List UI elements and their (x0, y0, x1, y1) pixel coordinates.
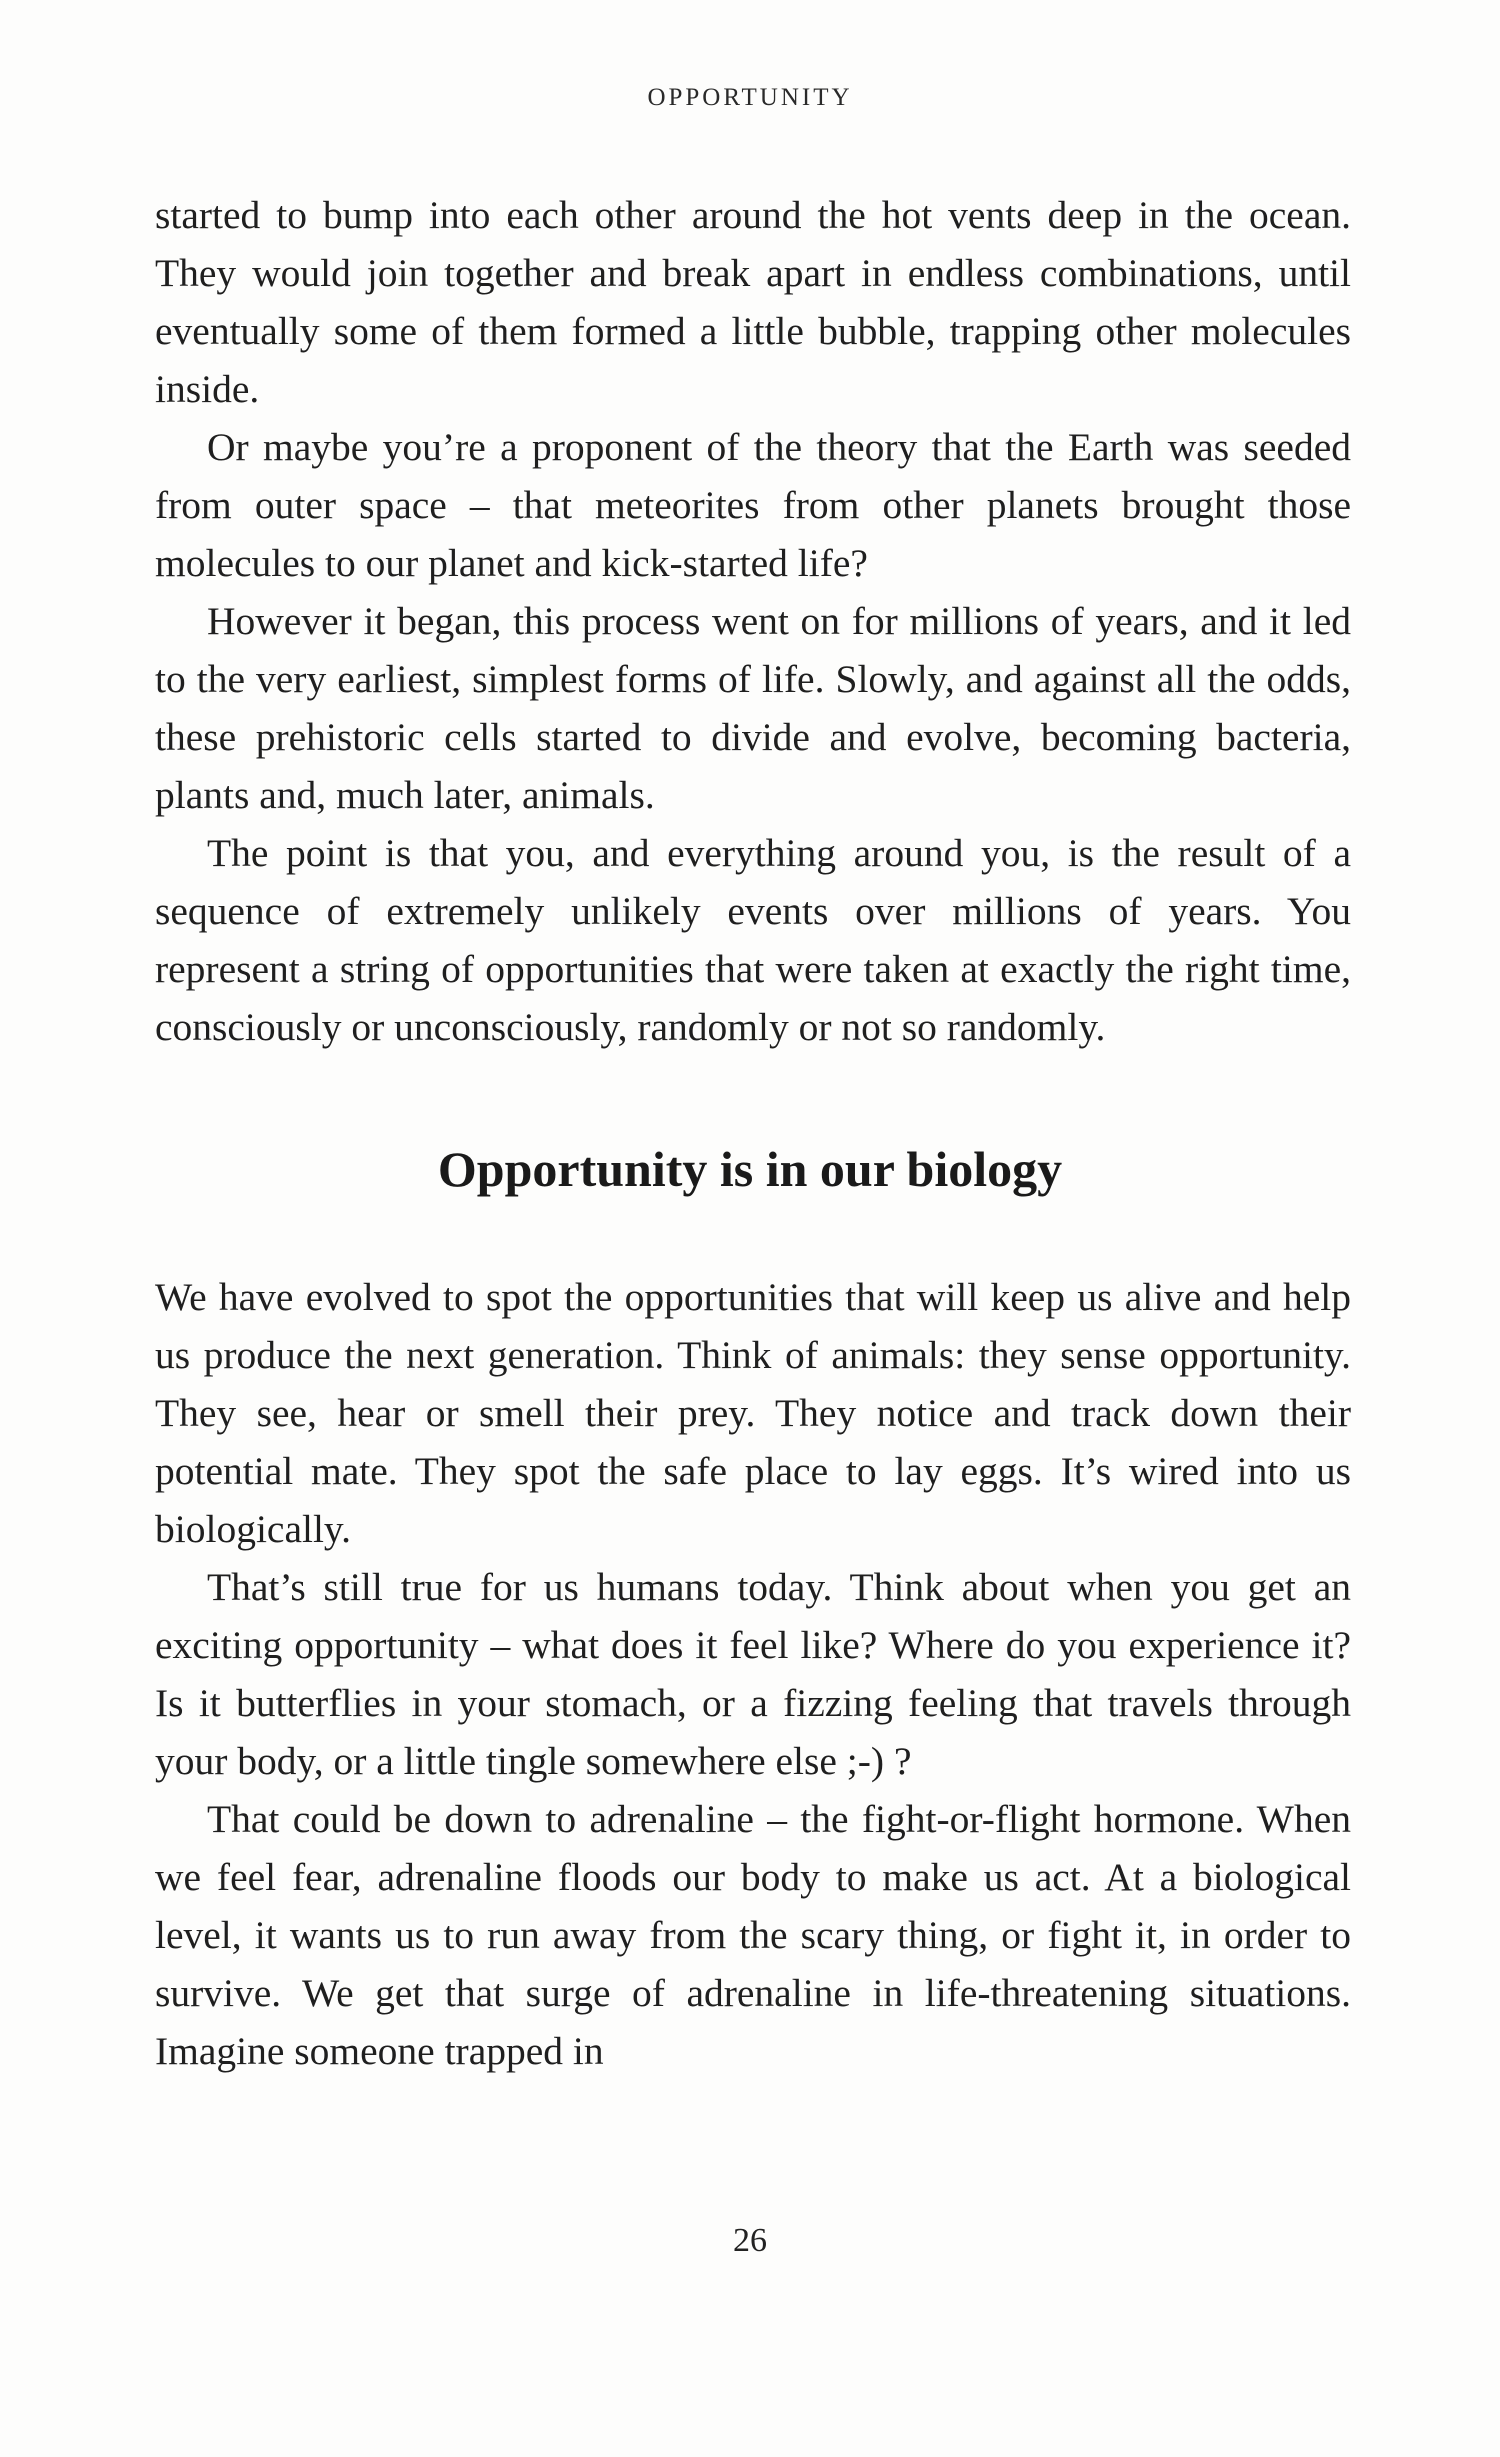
body-text-section-2 (155, 1268, 1351, 2080)
page-number: 26 (733, 2222, 767, 2259)
paragraph: That could be down to adrenaline – the fight-or-flight hormone. When we feel fear, adrenaline floods our body to make us act. At a biological level, it wants us to run away from the scary thing, or fight it, in order to survive. We get that surge of adrenaline in life-threatening situations. Imagine someone trapped in (155, 1797, 1351, 2073)
running-head: OPPORTUNITY (647, 84, 853, 111)
paragraph: started to bump into each other around the hot vents deep in the ocean. They would join together and break apart in endless combinations, until eventually some of them formed a little bubble, trapping other molecules inside. (155, 193, 1351, 411)
paragraph: The point is that you, and everything around you, is the result of a sequence of extremely unlikely events over millions of years. You represent a string of opportunities that were taken at exactly the right time, consciously or unconsciously, randomly or not so randomly. (155, 831, 1351, 1049)
section-heading: Opportunity is in our biology (437, 1141, 1063, 1197)
paragraph: However it began, this process went on for millions of years, and it led to the very earliest, simplest forms of life. Slowly, and against all the odds, these prehistoric cells started to divide and evolve, becoming bacteria, plants and, much later, animals. (155, 599, 1351, 817)
paragraph: That’s still true for us humans today. Think about when you get an exciting opportunity – what does it feel like? Where do you experience it? Is it butterflies in your stomach, or a fizzing feeling that travels through your body, or a little tingle somewhere else ;-) ? (155, 1565, 1351, 1783)
paragraph: We have evolved to spot the opportunities that will keep us alive and help us produce the next generation. Think of animals: they sense opportunity. They see, hear or smell their prey. They notice and track down their potential mate. They spot the safe place to lay eggs. It’s wired into us biologically. (155, 1275, 1351, 1551)
paragraph: Or maybe you’re a proponent of the theory that the Earth was seeded from outer space – that meteorites from other planets brought those molecules to our planet and kick-started life? (155, 425, 1351, 585)
body-text-section-1 (155, 186, 1351, 1056)
